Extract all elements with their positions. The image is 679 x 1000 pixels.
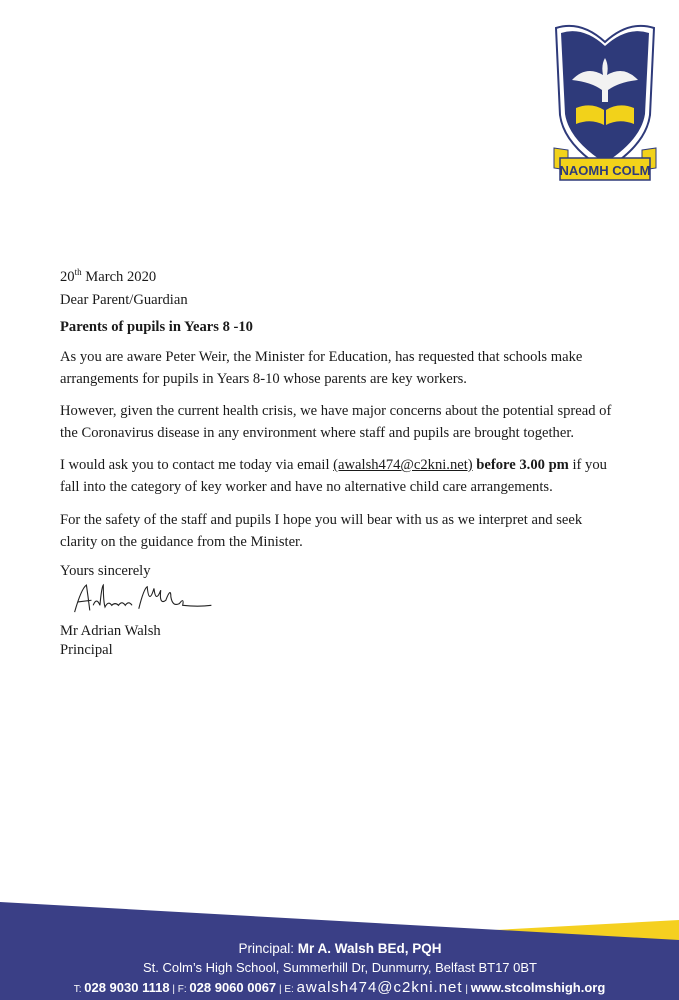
paragraph-3: For the safety of the staff and pupils I hope you will bear with us as we interpret and seek clarity on the guidance from the Minister. — [60, 512, 583, 550]
email-link[interactable]: (awalsh474@c2kni.net) — [333, 457, 473, 473]
crest-motto: NAOMH COLM — [559, 163, 651, 178]
signer-name: Mr Adrian Walsh — [60, 623, 161, 639]
closing: Yours sincerely — [60, 563, 151, 579]
handwritten-signature — [58, 580, 228, 618]
letter-date: 20th March 2020 — [60, 267, 157, 285]
footer-email-link[interactable]: awalsh474@c2kni.net — [296, 979, 463, 996]
paragraph-2: However, given the current health crisis, we have major concerns about the potential spread of the Coronavirus disease in any environment where staff and pupils are brought together. — [60, 403, 612, 441]
footer-address: St. Colm’s High School, Summerhill Dr, Dunmurry, Belfast BT17 0BT — [143, 960, 537, 975]
school-crest-logo — [546, 20, 664, 185]
salutation: Dear Parent/Guardian — [60, 292, 188, 308]
signer-title: Principal — [60, 642, 113, 658]
footer-website-link[interactable]: www.stcolmshigh.org — [470, 980, 606, 995]
paragraph-1: As you are aware Peter Weir, the Minister for Education, has requested that schools make arrangements for pupils in Years 8-10 whose parents are key workers. — [60, 349, 583, 387]
letter-subject: Parents of pupils in Years 8 -10 — [60, 319, 253, 335]
paragraph-contact: I would ask you to contact me today via email (awalsh474@c2kni.net) before 3.00 pm if you fall into the category of key worker and have no alternative child care arrangements. — [60, 457, 607, 495]
footer-principal: Principal: Mr A. Walsh BEd, PQH — [238, 941, 442, 956]
footer-contact: T: 028 9030 1118 | F: 028 9060 0067 | E: awalsh474@c2kni.net | www.stcolmshigh.org — [73, 979, 606, 996]
